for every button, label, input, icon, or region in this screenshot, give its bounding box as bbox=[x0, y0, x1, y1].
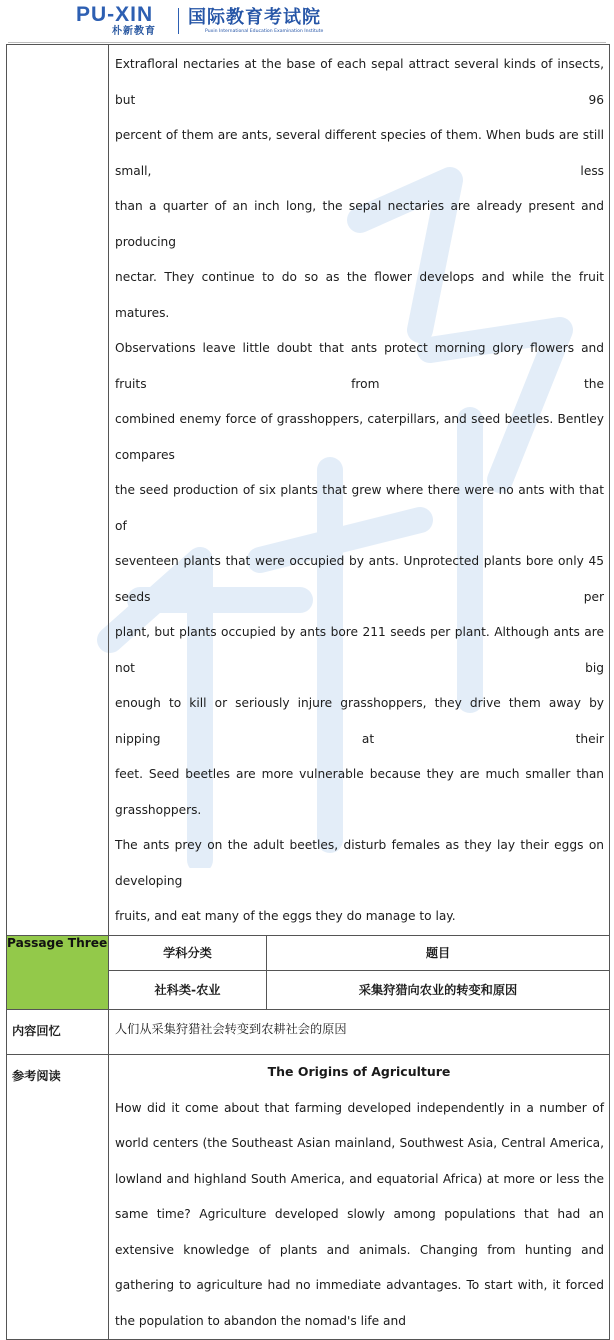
text-line: Observations leave little doubt that ants protect morning glory flowers and fruits from the bbox=[115, 341, 605, 391]
passage-three-label: Passage Three bbox=[7, 935, 109, 1009]
table-row bbox=[7, 45, 610, 936]
brand-divider bbox=[178, 8, 179, 34]
passage-two-text-cell bbox=[109, 45, 610, 936]
brand-chinese-small: 朴新教育 bbox=[112, 26, 156, 37]
category-value: 社科类-农业 bbox=[109, 970, 267, 1009]
text-line: nectar. They continue to do so as the flower develops and while the fruit matures. bbox=[115, 270, 605, 320]
text-line: The ants prey on the adult beetles, disturb females as they lay their eggs on developing bbox=[115, 838, 605, 888]
text-line-last: fruits, and eat many of the eggs they do manage to lay. bbox=[115, 909, 456, 923]
empty-label-cell bbox=[7, 45, 109, 936]
table-row bbox=[7, 935, 610, 970]
text-line: plant, but plants occupied by ants bore 211 seeds per plant. Although ants are not big bbox=[115, 625, 605, 675]
recall-label: 内容回忆 bbox=[7, 1009, 109, 1054]
passage-table bbox=[6, 44, 610, 1340]
institute-name: 国际教育考试院 bbox=[188, 7, 321, 28]
reference-label: 参考阅读 bbox=[7, 1054, 109, 1340]
table-row bbox=[7, 1054, 610, 1340]
topic-value: 采集狩猎向农业的转变和原因 bbox=[267, 970, 610, 1009]
page-header bbox=[0, 0, 614, 44]
header-rule bbox=[8, 42, 606, 43]
text-line: enough to kill or seriously injure grasshoppers, they drive them away by nipping at their bbox=[115, 696, 605, 746]
reference-title: The Origins of Agriculture bbox=[267, 1063, 451, 1079]
recall-text: 人们从采集狩猎社会转变到农耕社会的原因 bbox=[109, 1009, 610, 1054]
reference-cell bbox=[109, 1054, 610, 1340]
text-line: seventeen plants that were occupied by ants. Unprotected plants bore only 45 seeds per bbox=[115, 554, 605, 604]
text-line: the seed production of six plants that grew where there were no ants with that of bbox=[115, 483, 605, 533]
table-row bbox=[7, 1009, 610, 1054]
institute-subtitle: Puxin International Education Examination Institute bbox=[205, 29, 324, 34]
category-header: 学科分类 bbox=[109, 935, 267, 970]
text-line: percent of them are ants, several different species of them. When buds are still small, less bbox=[115, 128, 605, 178]
text-line: combined enemy force of grasshoppers, caterpillars, and seed beetles. Bentley compares bbox=[115, 412, 605, 462]
text-line: than a quarter of an inch long, the sepal nectaries are already present and producing bbox=[115, 199, 605, 249]
topic-header: 题目 bbox=[267, 935, 610, 970]
brand-logo-text: PU-XIN bbox=[76, 3, 154, 26]
reference-body: How did it come about that farming developed independently in a number of world centers (the Southeast Asian mainland, Southwest Asia, Central America, lowland and highland South America, and equatorial Africa) at more or less the same time? Agriculture developed slowly among populations that had an extensive knowledge of plants and animals. Changing from hunting and gathering to agriculture had no immediate advantages. To start with, it forced the population to abandon the nomad's life and bbox=[115, 1100, 605, 1328]
text-line: feet. Seed beetles are more vulnerable because they are much smaller than grasshoppers. bbox=[115, 767, 605, 817]
text-line: Extrafloral nectaries at the base of each sepal attract several kinds of insects, but 96 bbox=[115, 57, 605, 107]
passage-two-paragraph bbox=[109, 45, 609, 935]
